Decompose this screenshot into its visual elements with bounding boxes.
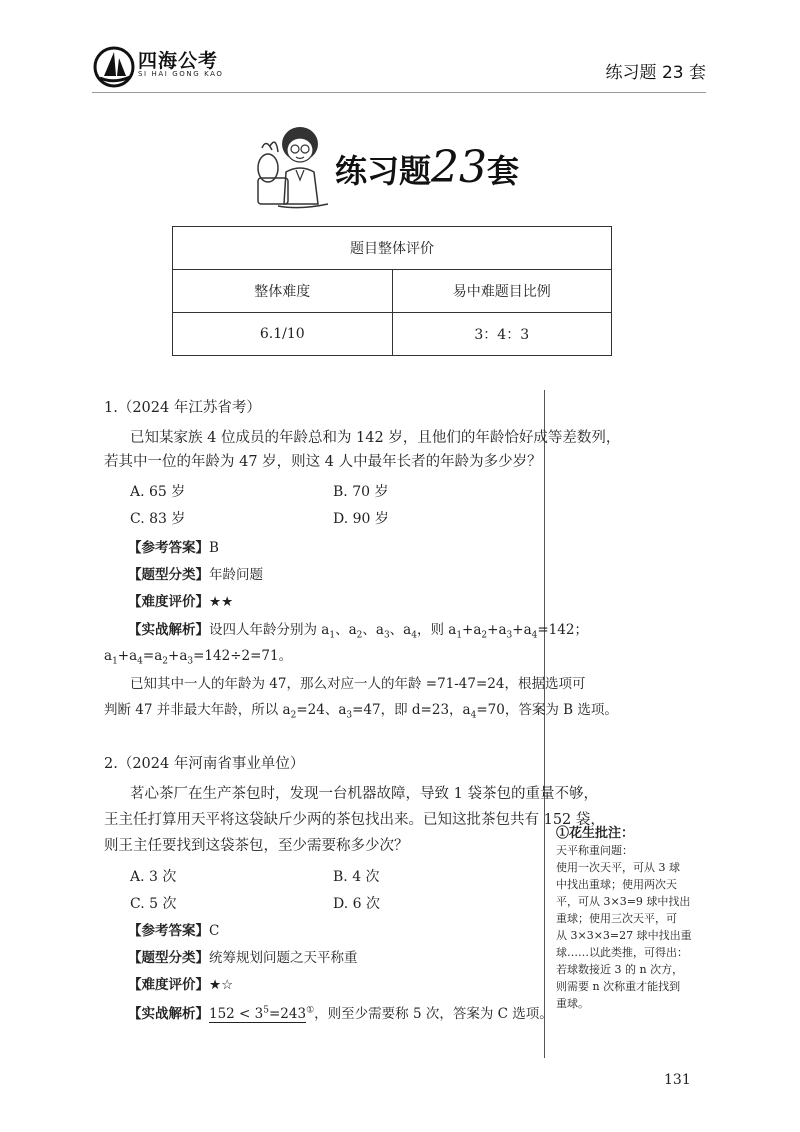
q1-stem-line1: 已知某家族 4 位成员的年龄总和为 142 岁，且他们的年龄恰好成等差数列，	[130, 430, 621, 446]
title-prefix: 练习题	[335, 152, 432, 190]
evaluation-caption: 题目整体评价	[173, 227, 612, 270]
q2-option-d: D. 6 次	[333, 896, 380, 912]
q1-analysis-line3: 已知其中一人的年龄为 47，那么对应一人的年龄 =71-47=24，根据选项可	[130, 676, 586, 692]
q1-stem-line2: 若其中一位的年龄为 47 岁，则这 4 人中最年长者的年龄为多少岁？	[104, 454, 542, 470]
q2-analysis: 【实战解析】$152 < 3^5=243^①$，则至少需要称 5 次，答案为 C 选项。	[128, 1005, 553, 1022]
q2-stem-line1: 茗心茶厂在生产茶包时，发现一台机器故障，导致 1 袋茶包的重量不够，	[130, 786, 598, 802]
difficulty-header: 整体难度	[173, 270, 393, 313]
q2-option-c: C. 5 次	[130, 896, 177, 912]
q2-stem-line2: 王主任打算用天平将这袋缺斤少两的茶包找出来。已知这批茶包共有 152 袋，	[104, 812, 605, 828]
q2-heading: 2.（2024 年河南省事业单位）	[104, 756, 305, 772]
q1-analysis-line4: 判断 47 并非最大年龄，所以 $a_2=24$、$a_3=47$，即 d=23，$a_4=70$，答案为 B 选项。	[104, 702, 618, 721]
q1-option-b: B. 70 岁	[333, 484, 389, 500]
logo-chinese-name: 四海公考	[138, 50, 219, 72]
ratio-header: 易中难题目比例	[392, 270, 612, 313]
mascot-illustration	[248, 118, 334, 212]
q2-type: 【题型分类】统筹规划问题之天平称重	[128, 950, 358, 966]
q1-option-a: A. 65 岁	[130, 484, 186, 500]
logo-english-name: SI HAI GONG KAO	[138, 70, 224, 78]
margin-divider	[544, 390, 545, 1058]
teacher-mascot-icon	[248, 118, 334, 212]
q2-answer: 【参考答案】C	[128, 923, 220, 939]
difficulty-value: 6.1/10	[173, 313, 393, 356]
footnote-marker[interactable]: ①	[306, 1005, 315, 1016]
q2-formula: $152 < 3^5=243$	[209, 1005, 307, 1022]
side-note-title: ①花生批注：	[556, 826, 635, 841]
evaluation-table	[172, 226, 612, 356]
q2-option-b: B. 4 次	[333, 869, 380, 885]
q1-answer: 【参考答案】B	[128, 540, 219, 556]
q2-difficulty: 【难度评价】★☆	[128, 977, 234, 993]
q1-option-c: C. 83 岁	[130, 511, 186, 527]
q2-option-a: A. 3 次	[130, 869, 177, 885]
q1-type: 【题型分类】年龄问题	[128, 567, 263, 583]
q1-option-d: D. 90 岁	[333, 511, 389, 527]
q1-analysis-line2: $a_1+a_4=a_2+a_3=142\div 2=71$。	[104, 648, 293, 667]
sailboat-logo-icon	[92, 44, 138, 90]
side-note-body: 天平称重问题： 使用一次天平，可从 3 球 中找出重球；使用两次天 平，可从 3×3=9 球中找出 重球；使用三次天平，可 从 3×3×3=27 球中找出重 球……以此类推，可得出： 若球数接近 3 的 n 次方， 则需要 n 次称重才能找到 重球。	[556, 844, 692, 1010]
title-number: 23	[431, 142, 488, 193]
page-title	[335, 142, 519, 193]
ratio-value: 3：4：3	[392, 313, 612, 356]
running-header-title: 练习题 23 套	[605, 63, 706, 83]
header-divider	[92, 92, 706, 93]
q1-analysis-line1: 【实战解析】设四人年龄分别为 $a_1$、$a_2$、$a_3$、$a_4$，则 $a_1+a_2+a_3+a_4=142$；	[128, 622, 588, 641]
page-number: 131	[664, 1072, 691, 1088]
q2-stem-line3: 则王主任要找到这袋茶包，至少需要称多少次？	[104, 838, 409, 854]
title-suffix: 套	[487, 152, 520, 190]
q1-difficulty: 【难度评价】★★	[128, 594, 234, 610]
q1-heading: 1.（2024 年江苏省考）	[104, 400, 261, 416]
